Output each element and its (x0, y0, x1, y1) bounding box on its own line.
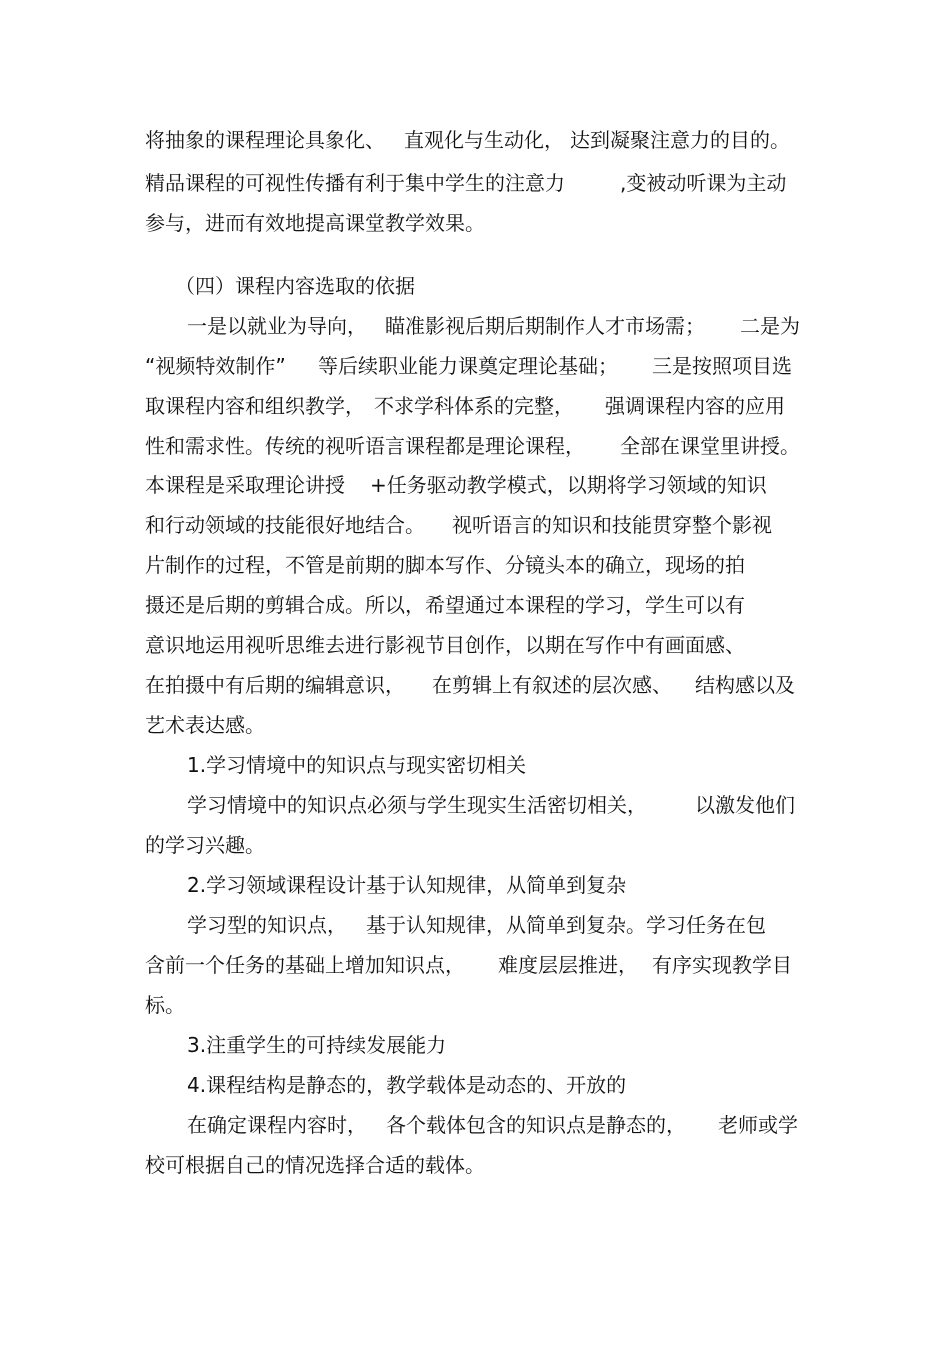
text-segment: 参与，进而有效地提高课堂教学效果。 (145, 211, 485, 235)
text-segment: 2.学习领域课程设计基于认知规律，从简单到复杂 (187, 873, 627, 897)
item-3-heading (0, 1025, 950, 1065)
text-line (0, 705, 950, 745)
text-segment: 意识地运用视听思维去进行影视节目创作，以期在写作中有画面感、 (145, 633, 745, 657)
text-line (0, 203, 950, 243)
text-segment: 基于认知规律，从简单到复杂。学习任务在包 (366, 913, 766, 937)
item-4-heading (0, 1065, 950, 1105)
text-line (0, 825, 950, 865)
text-line (0, 905, 950, 945)
text-segment: 本课程是采取理论讲授 (145, 473, 345, 497)
text-segment: 的学习兴趣。 (145, 833, 265, 857)
text-line (0, 163, 950, 203)
text-segment: 将抽象的课程理论具象化、 (145, 128, 385, 152)
text-segment: 各个载体包含的知识点是静态的， (386, 1113, 686, 1137)
text-segment: 视听语言的知识和技能贯穿整个影视 (452, 513, 772, 537)
text-line (0, 545, 950, 585)
text-segment: 瞄准影视后期后期制作人才市场需； (385, 314, 705, 338)
text-line (0, 346, 950, 386)
text-segment: （四）课程内容选取的依据 (175, 274, 415, 298)
text-line (0, 120, 950, 160)
text-segment: 学习型的知识点， (187, 913, 347, 937)
text-line (0, 1105, 950, 1145)
text-segment: 校可根据自己的情况选择合适的载体。 (145, 1153, 485, 1177)
text-line (0, 665, 950, 705)
text-segment: 性和需求性。传统的视听语言课程都是理论课程， (145, 434, 585, 458)
text-segment: 有序实现教学目 (652, 953, 792, 977)
text-segment: 老师或学 (718, 1113, 798, 1137)
text-segment: 直观化与生动化， (404, 128, 564, 152)
text-segment: 一是以就业为导向， (187, 314, 367, 338)
text-segment: 片制作的过程，不管是前期的脚本写作、分镜头本的确立，现场的拍 (145, 553, 745, 577)
text-segment: 以激发他们 (695, 793, 795, 817)
text-line (0, 625, 950, 665)
text-segment: 在确定课程内容时， (187, 1113, 367, 1137)
text-segment: 二是为 (740, 314, 800, 338)
text-segment: 和行动领域的技能很好地结合。 (145, 513, 425, 537)
text-segment: 全部在课堂里讲授。 (620, 434, 800, 458)
text-segment: “视频特效制作” (145, 354, 286, 378)
text-line (0, 945, 950, 985)
text-line (0, 1145, 950, 1185)
text-segment: 难度层层推进， (498, 953, 638, 977)
text-segment: 艺术表达感。 (145, 713, 265, 737)
text-line (0, 465, 950, 505)
text-segment: 在剪辑上有叙述的层次感、 (432, 673, 672, 697)
text-line (0, 505, 950, 545)
section-heading (0, 266, 950, 306)
text-segment: 强调课程内容的应用 (605, 394, 785, 418)
text-segment: 三是按照项目选 (652, 354, 792, 378)
text-line (0, 386, 950, 426)
text-line (0, 985, 950, 1025)
text-segment: 达到凝聚注意力的目的。 (570, 128, 790, 152)
text-segment: 在拍摄中有后期的编辑意识， (145, 673, 405, 697)
text-segment: 4.课程结构是静态的，教学载体是动态的、开放的 (187, 1073, 627, 1097)
text-segment: 标。 (145, 993, 185, 1017)
text-segment: 学习情境中的知识点必须与学生现实生活密切相关， (187, 793, 647, 817)
text-segment: 精品课程的可视性传播有利于集中学生的注意力 (145, 171, 565, 195)
text-segment: 3.注重学生的可持续发展能力 (187, 1033, 447, 1057)
text-line (0, 785, 950, 825)
text-segment: 摄还是后期的剪辑合成。所以，希望通过本课程的学习，学生可以有 (145, 593, 745, 617)
text-segment: 含前一个任务的基础上增加知识点， (145, 953, 465, 977)
text-segment: +任务驱动教学模式，以期将学习领域的知识 (370, 473, 767, 497)
item-1-heading (0, 745, 950, 785)
text-segment: 不求学科体系的完整， (374, 394, 574, 418)
text-segment: 等后续职业能力课奠定理论基础； (318, 354, 618, 378)
text-segment: 结构感以及 (695, 673, 795, 697)
item-2-heading (0, 865, 950, 905)
text-line (0, 585, 950, 625)
text-line (0, 426, 950, 466)
text-segment: 取课程内容和组织教学， (145, 394, 365, 418)
text-segment: ,变被动听课为主动 (620, 171, 787, 195)
text-segment: 1.学习情境中的知识点与现实密切相关 (187, 753, 527, 777)
text-line (0, 306, 950, 346)
